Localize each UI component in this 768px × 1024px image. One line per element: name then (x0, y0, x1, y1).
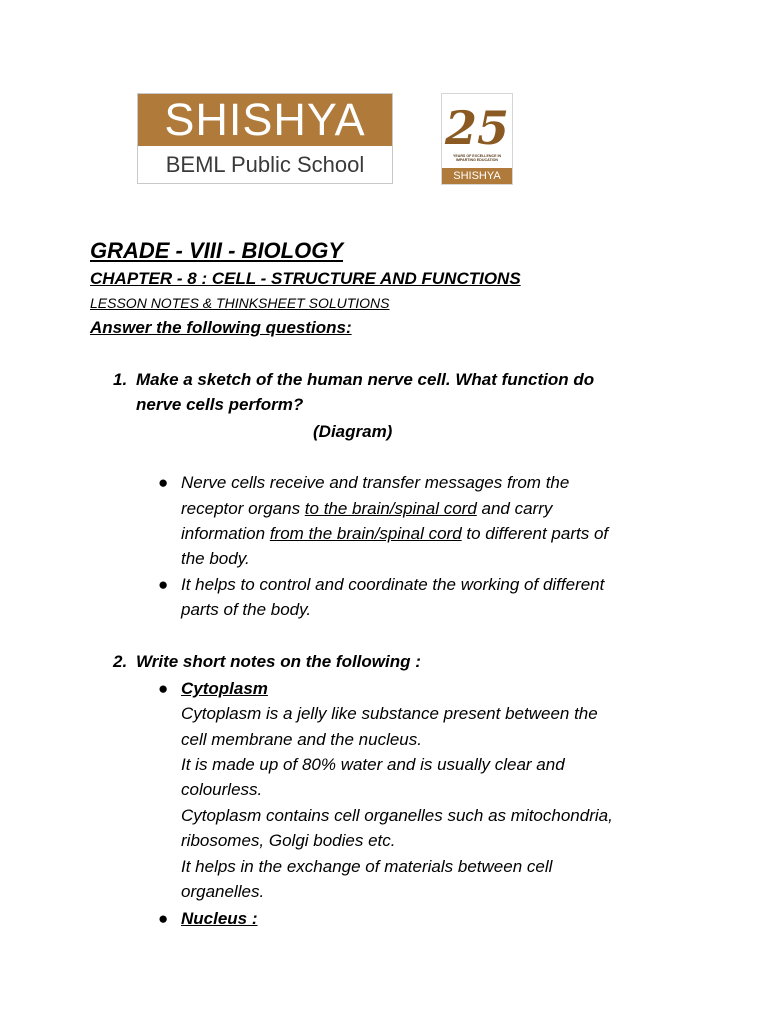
school-logo-name: SHISHYA (138, 94, 392, 146)
underlined-text: to the brain/spinal cord (304, 499, 477, 518)
nucleus-heading: Nucleus : (181, 909, 258, 928)
chapter-title: CHAPTER - 8 : CELL - STRUCTURE AND FUNCTIONS (90, 269, 521, 288)
cytoplasm-line: Cytoplasm contains cell organelles such as mitochondria, (181, 806, 613, 825)
answer-2-line-2: parts of the body. (181, 600, 312, 619)
anniversary-logo-name: SHISHYA (442, 168, 512, 184)
cytoplasm-line: ribosomes, Golgi bodies etc. (181, 831, 396, 850)
question-2-line-1: Write short notes on the following : (136, 652, 421, 671)
question-2-number: 2. (113, 652, 128, 671)
anniversary-25-icon (442, 94, 512, 154)
question-1-number: 1. (113, 370, 128, 389)
answer-1-line-2: receptor organs to the brain/spinal cord and carry (181, 499, 553, 518)
anniversary-tagline: YEARS OF EXCELLENCE IN IMPARTING EDUCATION (452, 154, 502, 163)
anniversary-logo (441, 93, 513, 185)
answer-1-line-1: Nerve cells receive and transfer messages from the (181, 473, 570, 492)
question-1-line-2: nerve cells perform? (136, 395, 304, 414)
diagram-placeholder: (Diagram) (313, 422, 393, 441)
svg-text:25: 25 (444, 101, 510, 154)
school-logo (137, 93, 393, 184)
cytoplasm-line: Cytoplasm is a jelly like substance present between the (181, 704, 598, 723)
cytoplasm-line: It helps in the exchange of materials between cell (181, 857, 553, 876)
cytoplasm-heading: Cytoplasm (181, 679, 268, 698)
cytoplasm-line: It is made up of 80% water and is usually clear and (181, 755, 565, 774)
answer-1-line-3: information from the brain/spinal cord to different parts of (181, 524, 609, 543)
cytoplasm-line: colourless. (181, 780, 263, 799)
answer-1-line-4: the body. (181, 549, 250, 568)
school-logo-subtitle: BEML Public School (165, 152, 365, 177)
underlined-text: from the brain/spinal cord (269, 524, 462, 543)
bullet-icon: ● (158, 473, 169, 492)
cytoplasm-line: organelles. (181, 882, 265, 901)
lesson-subtitle: LESSON NOTES & THINKSHEET SOLUTIONS (90, 295, 390, 311)
bullet-icon: ● (158, 909, 169, 928)
bullet-icon: ● (158, 575, 169, 594)
page-title: GRADE - VIII - BIOLOGY (90, 238, 344, 263)
question-1-line-1: Make a sketch of the human nerve cell. What function do (136, 370, 595, 389)
bullet-icon: ● (158, 679, 169, 698)
answer-2-line-1: It helps to control and coordinate the working of different (181, 575, 605, 594)
instruction-heading: Answer the following questions: (90, 318, 352, 337)
cytoplasm-line: cell membrane and the nucleus. (181, 730, 422, 749)
